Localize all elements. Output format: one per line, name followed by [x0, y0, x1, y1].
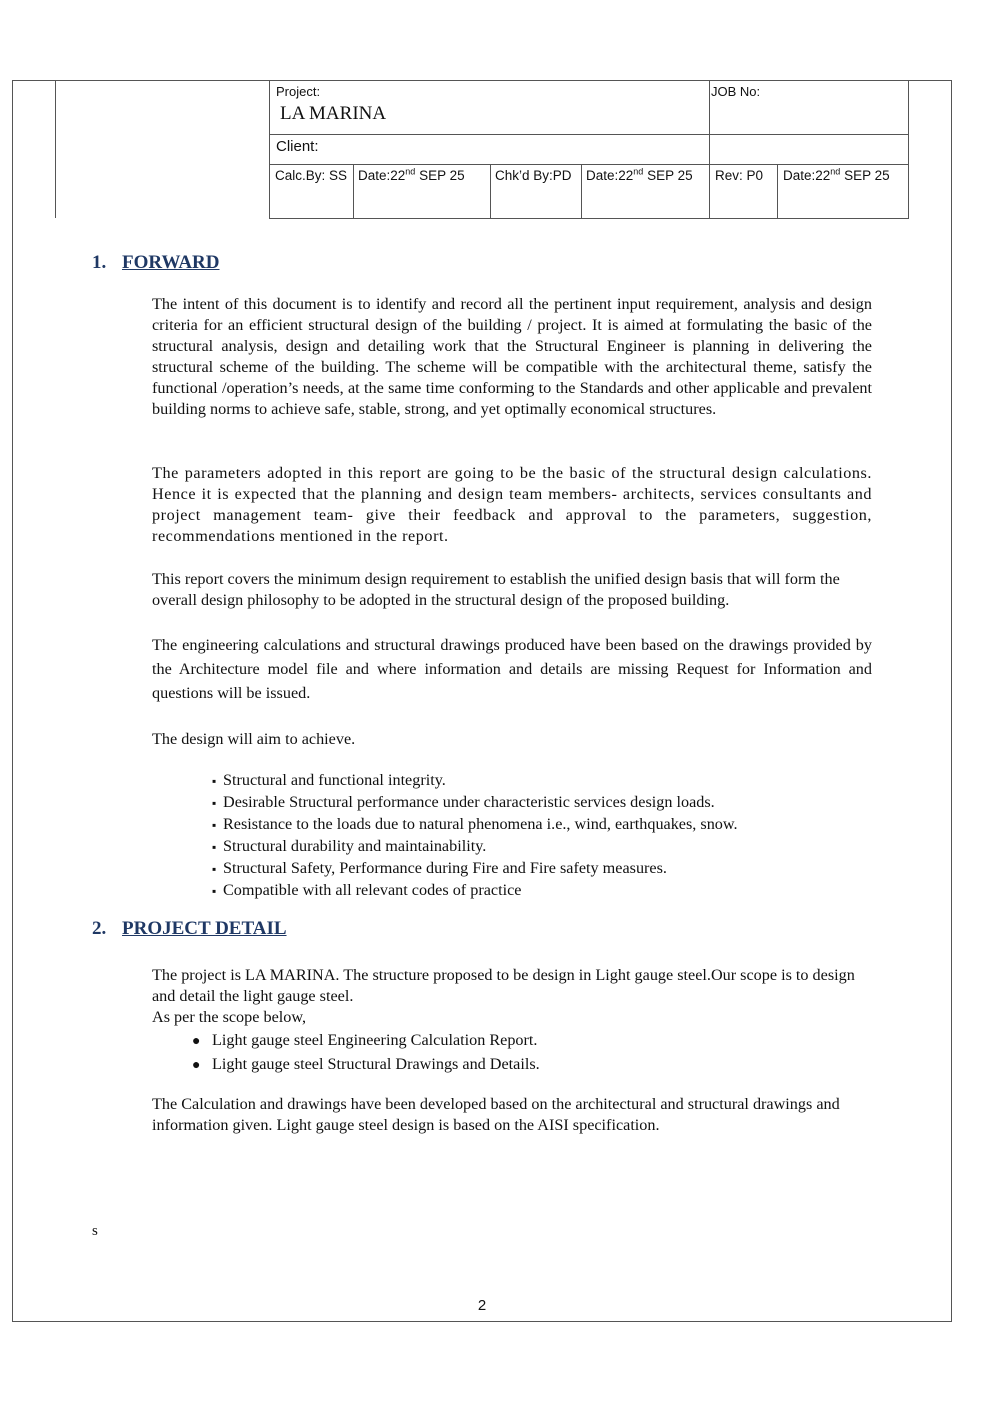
- title-block-col-divider: [353, 164, 354, 219]
- list-item: ▪ Structural durability and maintainability.: [212, 837, 487, 855]
- title-block-col-divider: [709, 81, 710, 164]
- logo-area: [13, 81, 55, 218]
- revision: Rev: P0: [715, 168, 764, 183]
- paragraph: This report covers the minimum design requirement to establish the unified design basis that will form the overall design philosophy to be adopted in the structural design of the proposed building.: [152, 570, 840, 609]
- revision-date: Date:22nd SEP 25: [783, 166, 890, 183]
- paragraph: The engineering calculations and structural drawings produced have been based on the drawings provided by the Architecture model file and where information and details are missing Request for Information and questions will be issued.: [152, 636, 872, 702]
- stray-character: s: [92, 1223, 98, 1239]
- list-item: ▪ Structural and functional integrity.: [212, 771, 446, 789]
- paragraph: The intent of this document is to identify and record all the pertinent input requirement, analysis and design criteria for an efficient structural design of the building / project. It is aimed at formulating the basic of the structural analysis, design and detailing work that the Structural Engineer is planning in delivering the structural scheme of the building. The scheme will be compatible with the architectural theme, satisfy the functional /operation’s needs, at the same time conforming to the Standards and other applicable and prevalent building norms to achieve safe, stable, strong, and yet optimally economical structures.: [152, 295, 872, 418]
- paragraph: The Calculation and drawings have been developed based on the architectural and structural drawings and information given. Light gauge steel design is based on the AISI specification.: [152, 1095, 840, 1134]
- list-item: ● Light gauge steel Structural Drawings and Details.: [192, 1055, 540, 1073]
- calc-date: Date:22nd SEP 25: [358, 166, 465, 183]
- project-label: Project:: [276, 84, 321, 99]
- project-name: LA MARINA: [280, 103, 387, 124]
- title-block: [269, 80, 909, 219]
- title-block-col-divider: [709, 164, 710, 219]
- header-top-line: [55, 80, 269, 81]
- scope-list: [192, 1029, 540, 1077]
- title-block-col-divider: [581, 164, 582, 219]
- header-left-divider: [55, 80, 56, 218]
- paragraph: The project is LA MARINA. The structure proposed to be design in Light gauge steel.Our scope is to design and detail the light gauge steel.: [152, 966, 855, 1005]
- section-heading-project-detail: 2. PROJECT DETAIL: [92, 918, 287, 939]
- list-item: ▪ Desirable Structural performance under characteristic services design loads.: [212, 793, 715, 811]
- title-block-col-divider: [490, 164, 491, 219]
- page-number: 2: [477, 1297, 487, 1314]
- title-block-row-divider: [270, 134, 908, 135]
- job-number-label: JOB No:: [711, 84, 761, 99]
- scope-line: As per the scope below,: [152, 1008, 307, 1026]
- title-block-row-divider: [270, 164, 908, 165]
- title-block-col-divider: [777, 164, 778, 219]
- check-date: Date:22nd SEP 25: [586, 166, 693, 183]
- list-item: ● Light gauge steel Engineering Calculation Report.: [192, 1031, 538, 1049]
- paragraph: The parameters adopted in this report are going to be the basic of the structural design calculations. Hence it is expected that the planning and design team members- architects, services consultants and project management team- give their feedback and approval to the parameters, suggestion, recommendations mentioned in the report.: [152, 464, 872, 545]
- list-item: ▪ Resistance to the loads due to natural phenomena i.e., wind, earthquakes, snow.: [212, 815, 738, 833]
- client-label: Client:: [276, 138, 319, 155]
- design-aims-list: [212, 770, 738, 902]
- checked-by: Chk’d By:PD: [495, 168, 572, 183]
- section-heading-forward: 1. FORWARD: [92, 252, 220, 273]
- calc-by: Calc.By: SS: [275, 168, 348, 183]
- list-item: ▪ Structural Safety, Performance during Fire and Fire safety measures.: [212, 859, 667, 877]
- paragraph: The design will aim to achieve.: [152, 730, 356, 748]
- list-item: ▪ Compatible with all relevant codes of practice: [212, 881, 522, 899]
